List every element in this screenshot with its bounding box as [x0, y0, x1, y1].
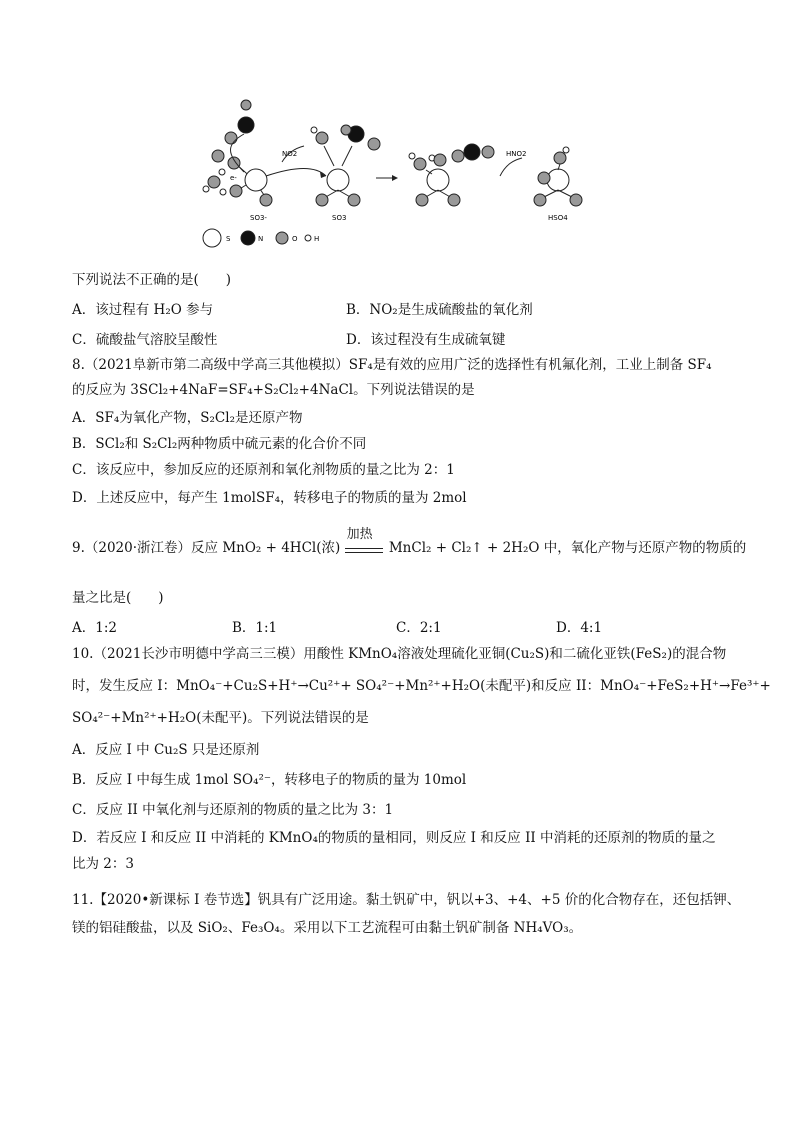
- so3-label: SO3: [332, 214, 347, 222]
- q7-stem: 下列说法不正确的是( ): [72, 272, 232, 288]
- q7-option-a: A．该过程有 H₂O 参与: [72, 302, 214, 318]
- legend-h: H: [314, 235, 320, 243]
- legend-n: N: [258, 235, 264, 243]
- q8-line1: 8.（2021阜新市第二高级中学高三其他模拟）SF₄是有效的应用广泛的选择性有机氟化剂，工业上制备 SF₄: [72, 357, 712, 373]
- q9-suffix: 中，氧化产物与还原产物的物质的: [543, 540, 747, 556]
- q10-line1: 10.（2021长沙市明德中学高三三模）用酸性 KMnO₄溶液处理硫化亚铜(Cu₂S)和二硫化亚铁(FeS₂)的混合物: [72, 646, 727, 662]
- q9-option-d: D．4:1: [556, 620, 603, 636]
- hno2-label: HNO2: [506, 150, 527, 158]
- q10-line2: 时，发生反应 I：MnO₄⁻+Cu₂S+H⁺→Cu²⁺+ SO₄²⁻+Mn²⁺+H₂O(未配平)和反应 II：MnO₄⁻+FeS₂+H⁺→Fe³⁺+: [72, 678, 771, 694]
- q8-option-b: B．SCl₂和 S₂Cl₂两种物质中硫元素的化合价不同: [72, 436, 367, 452]
- q9-option-c: C．2:1: [396, 620, 442, 636]
- q9-lhs: MnO₂ + 4HCl(浓): [222, 540, 341, 556]
- q9-line1: [72, 526, 747, 559]
- q10-option-b: B．反应 I 中每生成 1mol SO₄²⁻，转移电子的物质的量为 10mol: [72, 772, 467, 788]
- q9-option-a: A．1:2: [72, 620, 117, 636]
- q7-option-b: B．NO₂是生成硫酸盐的氧化剂: [346, 302, 533, 318]
- q9-condition: 加热: [346, 526, 373, 542]
- q8-option-d: D．上述反应中，每产生 1molSF₄，转移电子的物质的量为 2mol: [72, 490, 467, 506]
- q7-option-c: C．硫酸盐气溶胶呈酸性: [72, 332, 218, 348]
- q10-option-a: A．反应 I 中 Cu₂S 只是还原剂: [72, 742, 260, 758]
- q10-option-d-line2: 比为 2：3: [72, 856, 134, 872]
- legend-s: S: [226, 235, 231, 243]
- q9-reaction-arrow: [345, 526, 385, 559]
- q7-option-d: D．该过程没有生成硫氧键: [346, 332, 506, 348]
- electron-label: e-: [230, 174, 237, 182]
- q10-option-d-line1: D．若反应 I 和反应 II 中消耗的 KMnO₄的物质的量相同，则反应 I 和反应 II 中消耗的还原剂的物质的量之: [72, 830, 716, 846]
- molecule-so3-minus: [203, 100, 272, 222]
- diagram-legend: [203, 229, 319, 247]
- q10-option-c: C．反应 II 中氧化剂与还原剂的物质的量之比为 3：1: [72, 802, 394, 818]
- q8-option-c: C．该反应中，参加反应的还原剂和氧化剂物质的量之比为 2：1: [72, 462, 455, 478]
- hso4-label: HSO4: [548, 214, 568, 222]
- q9-line2: 量之比是( ): [72, 590, 164, 606]
- q11-line1: 11.【2020•新课标 I 卷节选】钒具有广泛用途。黏土钒矿中，钒以+3、+4、+5 价的化合物存在，还包括钾、: [72, 892, 741, 908]
- legend-o: O: [292, 235, 298, 243]
- q8-line2: 的反应为 3SCl₂+4NaF=SF₄+S₂Cl₂+4NaCl。下列说法错误的是: [72, 382, 475, 398]
- q11-line2: 镁的铝硅酸盐，以及 SiO₂、Fe₃O₄。采用以下工艺流程可由黏土钒矿制备 NH₄VO₃。: [72, 920, 583, 936]
- q9-prefix: 9.（2020·浙江卷）反应: [72, 540, 219, 556]
- q9-option-b: B．1:1: [232, 620, 278, 636]
- q9-rhs: MnCl₂ + Cl₂↑ + 2H₂O: [388, 540, 540, 556]
- so3-minus-label: SO3-: [250, 214, 267, 222]
- reaction-mechanism-figure: [196, 94, 596, 252]
- molecule-intermediate: [409, 144, 494, 206]
- no2-label: NO2: [282, 150, 298, 158]
- q10-line3: SO₄²⁻+Mn²⁺+H₂O(未配平)。下列说法错误的是: [72, 710, 369, 726]
- q8-option-a: A．SF₄为氧化产物，S₂Cl₂是还原产物: [72, 410, 303, 426]
- molecule-hso4: [534, 147, 582, 222]
